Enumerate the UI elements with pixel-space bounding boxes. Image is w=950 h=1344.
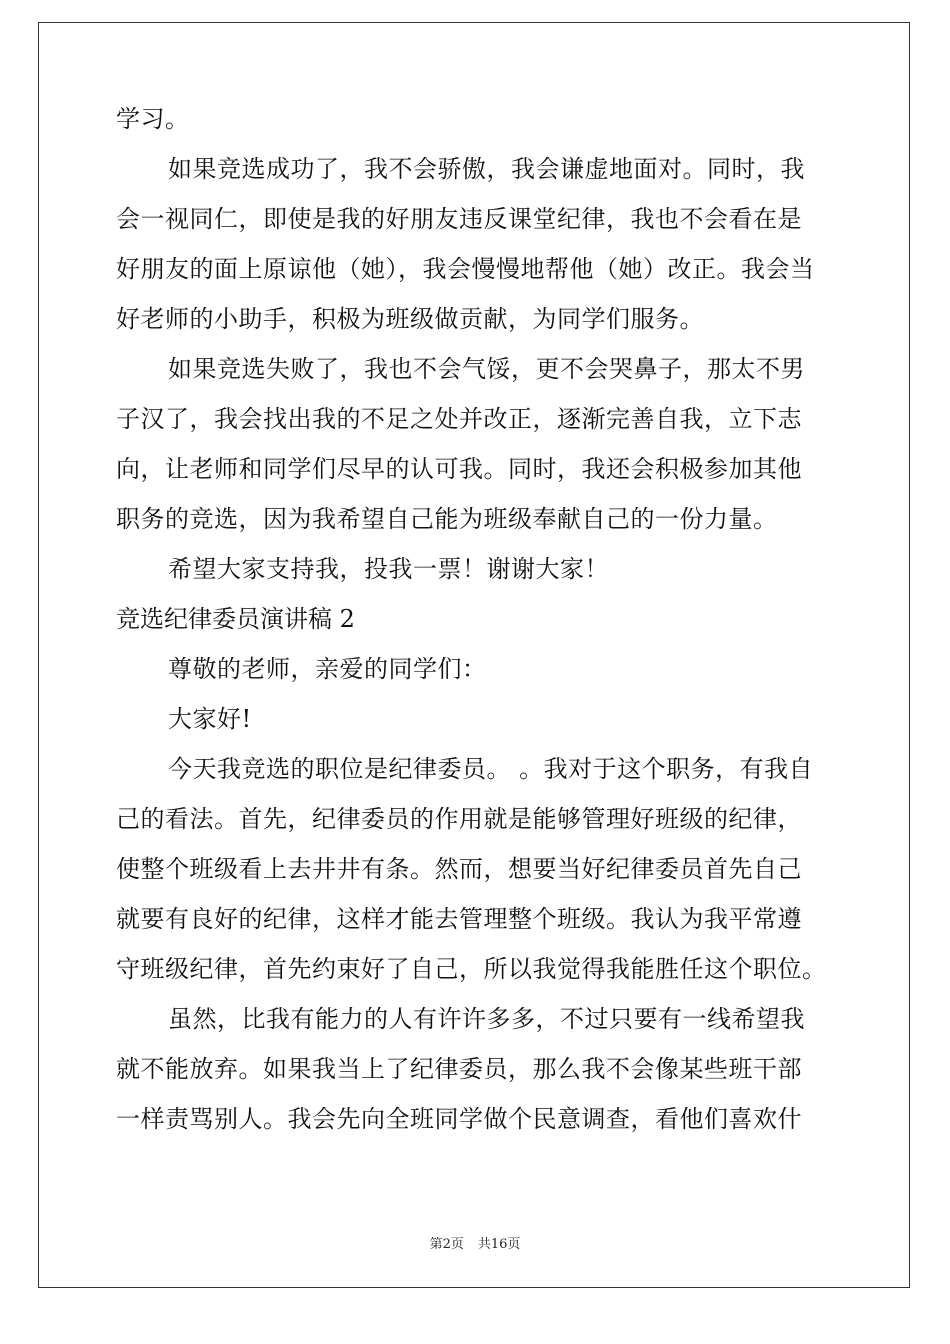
text-line: 学习。 <box>116 105 190 133</box>
text-line: 好老师的小助手，积极为班级做贡献，为同学们服务。 <box>116 305 704 333</box>
paragraph-start-line: 如果竞选成功了，我不会骄傲，我会谦虚地面对。同时，我 <box>168 155 805 183</box>
text-line: 使整个班级看上去井井有条。然而，想要当好纪律委员首先自己 <box>116 855 802 883</box>
text-line: 就不能放弃。如果我当上了纪律委员，那么我不会像某些班干部 <box>116 1055 802 1083</box>
text-line: 好朋友的面上原谅他（她），我会慢慢地帮他（她）改正。我会当 <box>116 255 815 283</box>
text-line: 守班级纪律，首先约束好了自己，所以我觉得我能胜任这个职位。 <box>116 955 827 983</box>
section-heading: 竞选纪律委员演讲稿 2 <box>116 605 355 633</box>
greeting-line: 大家好! <box>168 705 252 733</box>
page-number: 第2页 <box>429 1237 464 1252</box>
paragraph-start-line: 今天我竞选的职位是纪律委员。 。我对于这个职务，有我自 <box>168 755 814 783</box>
page-footer <box>0 1233 950 1252</box>
paragraph-start-line: 如果竞选失败了，我也不会气馁，更不会哭鼻子，那太不男 <box>168 355 805 383</box>
text-line: 己的看法。首先，纪律委员的作用就是能够管理好班级的纪律， <box>116 805 802 833</box>
text-line: 向，让老师和同学们尽早的认可我。同时，我还会积极参加其他 <box>116 455 802 483</box>
text-line: 会一视同仁，即使是我的好朋友违反课堂纪律，我也不会看在是 <box>116 205 802 233</box>
salutation-line: 尊敬的老师，亲爱的同学们： <box>168 655 487 683</box>
paragraph-start-line: 虽然，比我有能力的人有许许多多，不过只要有一线希望我 <box>168 1005 805 1033</box>
paragraph-start-line: 希望大家支持我，投我一票！谢谢大家！ <box>168 555 609 583</box>
page-total: 共16页 <box>477 1237 521 1252</box>
document-body <box>116 94 840 1144</box>
text-line: 就要有良好的纪律，这样才能去管理整个班级。我认为我平常遵 <box>116 905 802 933</box>
text-line: 一样责骂别人。我会先向全班同学做个民意调查，看他们喜欢什 <box>116 1105 802 1133</box>
text-line: 职务的竞选，因为我希望自己能为班级奉献自己的一份力量。 <box>116 505 778 533</box>
text-line: 子汉了，我会找出我的不足之处并改正，逐渐完善自我，立下志 <box>116 405 802 433</box>
